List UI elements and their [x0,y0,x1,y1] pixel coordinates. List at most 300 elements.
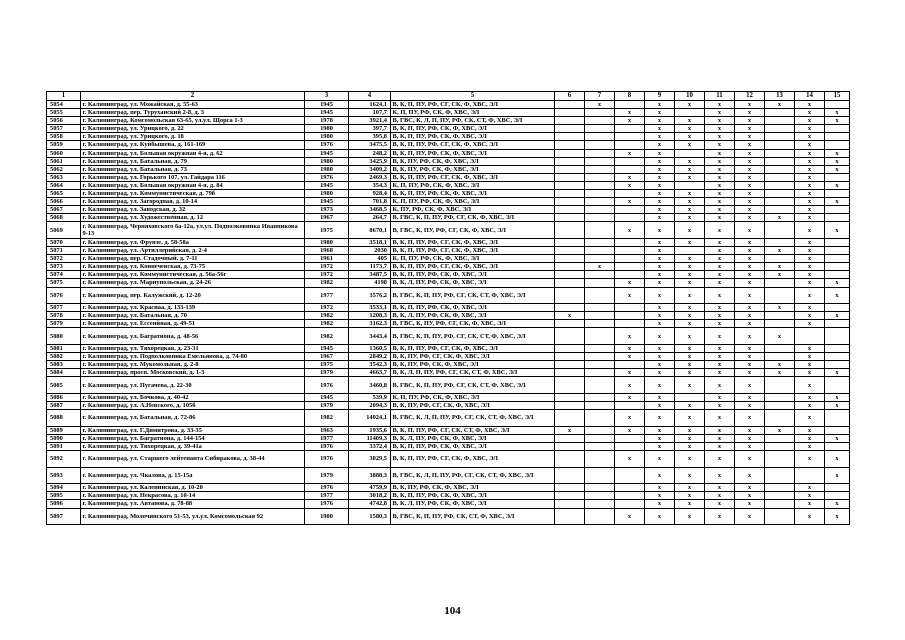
work-mark-cell [825,255,850,263]
work-mark-cell: х [645,442,675,450]
record-number-cell: 5066 [47,198,81,206]
work-mark-cell [585,353,615,361]
table-row [47,198,850,206]
work-mark-cell: х [615,173,645,181]
work-mark-cell: х [645,263,675,271]
works-list-cell: В, К, П, ПУ, РФ, СК, Ф, ХВС, ЭЛ [391,190,555,198]
work-mark-cell [825,377,850,394]
work-mark-cell [585,377,615,394]
work-mark-cell: х [735,247,765,255]
area-cell: 1624,1 [349,101,391,109]
work-mark-cell [825,271,850,279]
work-mark-cell: х [675,133,705,141]
address-cell: г. Калининград, ул. Куйбышева, д. 161-169 [81,141,305,149]
work-mark-cell [765,165,795,173]
work-mark-cell [555,255,585,263]
work-mark-cell [555,287,585,304]
work-mark-cell [555,263,585,271]
record-number-cell: 5065 [47,190,81,198]
work-mark-cell [825,206,850,214]
area-cell: 3475,5 [349,141,391,149]
page-number: 104 [444,605,461,617]
works-list-cell: В, К, Л, ПУ, РФ, СК, Ф, ХВС, ЭЛ [391,312,555,320]
work-mark-cell [555,304,585,312]
work-mark-cell [795,328,825,345]
work-mark-cell: х [735,345,765,353]
work-mark-cell [615,239,645,247]
record-number-cell: 5081 [47,345,81,353]
work-mark-cell [585,271,615,279]
year-built-cell: 1976 [305,141,349,149]
table-row [47,117,850,125]
work-mark-cell: х [645,165,675,173]
area-cell: 3409,2 [349,165,391,173]
work-mark-cell: х [735,361,765,369]
table-row [47,239,850,247]
work-mark-cell [825,345,850,353]
work-mark-cell [615,271,645,279]
works-list-cell: В, К, П, ПУ, РФ, СК, Ф, ХВС, ЭЛ [391,271,555,279]
work-mark-cell: х [645,214,675,222]
work-mark-cell: х [825,508,850,525]
work-mark-cell [825,361,850,369]
work-mark-cell [585,279,615,287]
year-built-cell: 1982 [305,320,349,328]
works-list-cell: В, ГВС, К, Л, П, ПУ, РФ, СГ, СК, СТ, Ф, ХВС, ЭЛ [391,410,555,427]
table-row [47,141,850,149]
work-mark-cell [615,157,645,165]
work-mark-cell: х [825,222,850,239]
work-mark-cell: х [615,410,645,427]
housing-register-table-container [46,91,849,525]
work-mark-cell: х [615,222,645,239]
work-mark-cell: х [705,377,735,394]
work-mark-cell [555,125,585,133]
work-mark-cell [555,101,585,109]
work-mark-cell: х [675,157,705,165]
work-mark-cell [585,125,615,133]
work-mark-cell [765,125,795,133]
work-mark-cell [765,320,795,328]
work-mark-cell: х [555,312,585,320]
area-cell: 3460,8 [349,377,391,394]
work-mark-cell: х [645,271,675,279]
work-mark-cell: х [795,239,825,247]
works-list-cell: К, П, ПУ, РФ, СК, Ф, ХВС, ЭЛ [391,198,555,206]
work-mark-cell: х [705,173,735,181]
year-built-cell: 1980 [305,133,349,141]
work-mark-cell [675,109,705,117]
work-mark-cell [825,190,850,198]
work-mark-cell: х [795,451,825,468]
work-mark-cell [765,157,795,165]
record-number-cell: 5084 [47,369,81,377]
column-number-cell: 14 [795,92,825,101]
work-mark-cell: х [675,117,705,125]
work-mark-cell: х [645,279,675,287]
work-mark-cell: х [735,173,765,181]
work-mark-cell: х [675,410,705,427]
work-mark-cell: х [705,402,735,410]
works-list-cell: В, К, П, ПУ, РФ, СК, Ф, ХВС, ЭЛ [391,133,555,141]
works-list-cell: В, К, П, ПУ, РФ, СГ, СК, Ф, ХВС, ЭЛ [391,239,555,247]
work-mark-cell: х [645,101,675,109]
work-mark-cell [555,361,585,369]
record-number-cell: 5090 [47,434,81,442]
table-row [47,304,850,312]
work-mark-cell: х [675,173,705,181]
work-mark-cell: х [675,279,705,287]
record-number-cell: 5078 [47,312,81,320]
column-number-cell: 13 [765,92,795,101]
area-cell: 3372,4 [349,442,391,450]
work-mark-cell: х [675,239,705,247]
work-mark-cell: х [615,287,645,304]
work-mark-cell: х [765,304,795,312]
table-row [47,133,850,141]
work-mark-cell [615,101,645,109]
address-cell: г. Калининград, ул. Каленинская, д. 10-20 [81,484,305,492]
work-mark-cell: х [705,157,735,165]
work-mark-cell: х [825,279,850,287]
work-mark-cell: х [645,402,675,410]
column-number-cell: 3 [305,92,349,101]
address-cell: г. Калининград, ул. Большая окружная 4-я, д. 62 [81,149,305,157]
address-cell: г. Калининград, пер. Калужский, д. 12-20 [81,287,305,304]
works-list-cell: В, К, П, ПУ, РФ, СК, Ф, ХВС, ЭЛ [391,304,555,312]
address-cell: г. Калининград, ул. Ессенйная, д. 49-51 [81,320,305,328]
address-cell: г. Калининград, ул. Автанова, д. 78-88 [81,500,305,508]
area-cell: 3487,5 [349,271,391,279]
work-mark-cell: х [645,190,675,198]
work-mark-cell: х [735,377,765,394]
work-mark-cell [555,467,585,484]
work-mark-cell: х [735,190,765,198]
work-mark-cell: х [645,492,675,500]
work-mark-cell: х [675,369,705,377]
work-mark-cell [825,141,850,149]
year-built-cell: 1972 [305,263,349,271]
address-cell: г. Калининград, ул. Мариупольская, д. 24-26 [81,279,305,287]
year-built-cell: 1968 [305,247,349,255]
column-number-cell: 8 [615,92,645,101]
work-mark-cell: х [825,117,850,125]
work-mark-cell: х [795,410,825,427]
work-mark-cell [825,304,850,312]
work-mark-cell: х [705,345,735,353]
address-cell: г. Калининград, ул. Подполковника Емельянова, д. 74-80 [81,353,305,361]
work-mark-cell [555,353,585,361]
work-mark-cell [585,173,615,181]
year-built-cell: 1945 [305,109,349,117]
work-mark-cell: х [765,101,795,109]
work-mark-cell: х [795,109,825,117]
area-cell: 3468,5 [349,206,391,214]
work-mark-cell: х [705,369,735,377]
work-mark-cell: х [675,198,705,206]
work-mark-cell [555,402,585,410]
work-mark-cell [825,133,850,141]
table-row [47,312,850,320]
year-built-cell: 1973 [305,206,349,214]
table-row [47,181,850,189]
work-mark-cell: х [705,451,735,468]
address-cell: г. Калининград, ул. Мукомольная, д. 2-8 [81,361,305,369]
works-list-cell: К, П, ПУ, РФ, СК, Ф, ХВС, ЭЛ [391,255,555,263]
work-mark-cell: х [645,255,675,263]
record-number-cell: 5076 [47,287,81,304]
year-built-cell: 1980 [305,190,349,198]
work-mark-cell: х [705,434,735,442]
works-list-cell: В, К, П, ПУ, РФ, СГ, СК, Ф, ХВС, ЭЛ [391,263,555,271]
record-number-cell: 5059 [47,141,81,149]
table-row [47,426,850,434]
work-mark-cell [585,239,615,247]
record-number-cell: 5054 [47,101,81,109]
work-mark-cell: х [645,508,675,525]
work-mark-cell [765,442,795,450]
work-mark-cell: х [795,181,825,189]
year-built-cell: 1972 [305,304,349,312]
work-mark-cell [825,426,850,434]
work-mark-cell [765,109,795,117]
work-mark-cell: х [705,247,735,255]
year-built-cell: 1979 [305,467,349,484]
record-number-cell: 5093 [47,467,81,484]
work-mark-cell: х [795,377,825,394]
work-mark-cell: х [615,369,645,377]
work-mark-cell: х [795,214,825,222]
work-mark-cell [615,304,645,312]
work-mark-cell: х [675,165,705,173]
work-mark-cell [615,500,645,508]
work-mark-cell [615,434,645,442]
work-mark-cell [555,484,585,492]
work-mark-cell: х [705,181,735,189]
year-built-cell: 1945 [305,149,349,157]
work-mark-cell: х [675,206,705,214]
work-mark-cell: х [795,271,825,279]
year-built-cell: 1982 [305,279,349,287]
work-mark-cell [585,222,615,239]
work-mark-cell: х [825,402,850,410]
table-row [47,500,850,508]
table-row [47,410,850,427]
area-cell: 4759,9 [349,484,391,492]
works-list-cell: В, К, П, ПУ, РФ, СГ, СК, Ф, ХВС, ЭЛ [391,141,555,149]
work-mark-cell: х [675,271,705,279]
work-mark-cell [765,451,795,468]
address-cell: г. Калининград, ул. Коммунистическая, д. 79б [81,190,305,198]
work-mark-cell: х [615,117,645,125]
work-mark-cell [675,181,705,189]
work-mark-cell [555,239,585,247]
work-mark-cell: х [705,500,735,508]
work-mark-cell [585,500,615,508]
work-mark-cell: х [735,125,765,133]
work-mark-cell: х [615,394,645,402]
work-mark-cell: х [735,442,765,450]
works-list-cell: В, К, П, ПУ, РФ, СК, Ф, ХВС, ЭЛ [391,442,555,450]
work-mark-cell [615,442,645,450]
work-mark-cell [765,345,795,353]
work-mark-cell [555,214,585,222]
work-mark-cell: х [795,157,825,165]
work-mark-cell: х [645,345,675,353]
work-mark-cell: х [675,442,705,450]
work-mark-cell: х [675,361,705,369]
work-mark-cell: х [705,263,735,271]
work-mark-cell [615,247,645,255]
work-mark-cell [825,410,850,427]
area-cell: 3542,3 [349,361,391,369]
work-mark-cell: х [795,173,825,181]
works-list-cell: В, К, П, ПУ, РФ, СГ, СК, Ф, ХВС, ЭЛ [391,101,555,109]
work-mark-cell: х [645,369,675,377]
work-mark-cell: х [645,484,675,492]
work-mark-cell: х [795,247,825,255]
record-number-cell: 5086 [47,394,81,402]
work-mark-cell: х [615,426,645,434]
work-mark-cell [585,141,615,149]
work-mark-cell: х [645,434,675,442]
works-list-cell: В, ГВС, К, П, ПУ, РФ, СГ, СК, Ф, ХВС, ЭЛ [391,214,555,222]
table-row [47,149,850,157]
address-cell: г. Калининград, пер. Туруханский 2-8, д. 3 [81,109,305,117]
work-mark-cell [825,320,850,328]
work-mark-cell: х [675,125,705,133]
work-mark-cell: х [795,500,825,508]
work-mark-cell: х [705,492,735,500]
work-mark-cell: х [735,402,765,410]
work-mark-cell: х [765,369,795,377]
work-mark-cell: х [705,426,735,434]
work-mark-cell [765,117,795,125]
column-number-row [47,92,850,101]
work-mark-cell: х [705,328,735,345]
housing-register-table [46,91,850,525]
work-mark-cell [555,133,585,141]
work-mark-cell: х [675,484,705,492]
work-mark-cell [585,484,615,492]
area-cell: 4198 [349,279,391,287]
work-mark-cell: х [825,394,850,402]
work-mark-cell [615,255,645,263]
work-mark-cell [585,394,615,402]
record-number-cell: 5056 [47,117,81,125]
work-mark-cell [825,353,850,361]
work-mark-cell [675,394,705,402]
address-cell: г. Калининград, ул. Старшего лейтенанта Сибиракова, д. 38-44 [81,451,305,468]
work-mark-cell: х [735,117,765,125]
work-mark-cell: х [735,271,765,279]
work-mark-cell [555,451,585,468]
work-mark-cell: х [795,394,825,402]
work-mark-cell: х [735,500,765,508]
work-mark-cell: х [795,279,825,287]
year-built-cell: 1980 [305,165,349,173]
record-number-cell: 5087 [47,402,81,410]
works-list-cell: В, ГВС, К, ПУ, РФ, СГ, СК, Ф, ХВС, ЭЛ [391,222,555,239]
work-mark-cell: х [825,157,850,165]
works-list-cell: В, ГВС, К, Л, П, ПУ, РФ, СК, СТ, Ф, ХВС, ЭЛ [391,117,555,125]
works-list-cell: В, К, ПУ, РФ, СК, Ф, ХВС, ЭЛ [391,361,555,369]
work-mark-cell [555,190,585,198]
work-mark-cell: х [615,451,645,468]
work-mark-cell: х [795,353,825,361]
record-number-cell: 5060 [47,149,81,157]
table-row [47,279,850,287]
works-list-cell: В, К, ПУ, РФ, СК, Ф, ХВС, ЭЛ [391,165,555,173]
work-mark-cell: х [735,369,765,377]
work-mark-cell: х [765,263,795,271]
work-mark-cell [555,222,585,239]
year-built-cell: 1945 [305,345,349,353]
work-mark-cell: х [675,320,705,328]
work-mark-cell [555,410,585,427]
table-row [47,492,850,500]
area-cell: 397,7 [349,125,391,133]
work-mark-cell: х [795,508,825,525]
record-number-cell: 5082 [47,353,81,361]
table-row [47,328,850,345]
record-number-cell: 5079 [47,320,81,328]
work-mark-cell [555,165,585,173]
work-mark-cell [765,198,795,206]
work-mark-cell [615,492,645,500]
year-built-cell: 1977 [305,434,349,442]
area-cell: 3921,4 [349,117,391,125]
year-built-cell: 1978 [305,117,349,125]
work-mark-cell [555,117,585,125]
table-body [47,92,850,525]
work-mark-cell: х [735,255,765,263]
work-mark-cell [585,434,615,442]
table-row [47,402,850,410]
work-mark-cell: х [645,353,675,361]
area-cell: 928,4 [349,190,391,198]
work-mark-cell [615,165,645,173]
works-list-cell: В, К, П, ПУ, РФ, СГ, СК, Ф, ХВС, ЭЛ [391,345,555,353]
area-cell: 3443,4 [349,328,391,345]
table-row [47,467,850,484]
work-mark-cell: х [795,133,825,141]
works-list-cell: В, К, П, ПУ, РФ, СГ, СК, Ф, ХВС, ЭЛ [391,247,555,255]
work-mark-cell [615,133,645,141]
year-built-cell: 1976 [305,451,349,468]
record-number-cell: 5092 [47,451,81,468]
work-mark-cell [615,361,645,369]
table-row [47,345,850,353]
work-mark-cell: х [705,165,735,173]
address-cell: г. Калининград, ул. Урицкого, д. 18 [81,133,305,141]
work-mark-cell: х [645,467,675,484]
area-cell: 3162,3 [349,320,391,328]
area-cell: 405 [349,255,391,263]
work-mark-cell [765,312,795,320]
work-mark-cell: х [675,467,705,484]
work-mark-cell: х [735,467,765,484]
work-mark-cell: х [705,190,735,198]
work-mark-cell: х [615,181,645,189]
work-mark-cell [585,369,615,377]
column-number-cell: 6 [555,92,585,101]
work-mark-cell: х [825,198,850,206]
record-number-cell: 5096 [47,500,81,508]
work-mark-cell [555,157,585,165]
work-mark-cell [585,442,615,450]
table-row [47,247,850,255]
